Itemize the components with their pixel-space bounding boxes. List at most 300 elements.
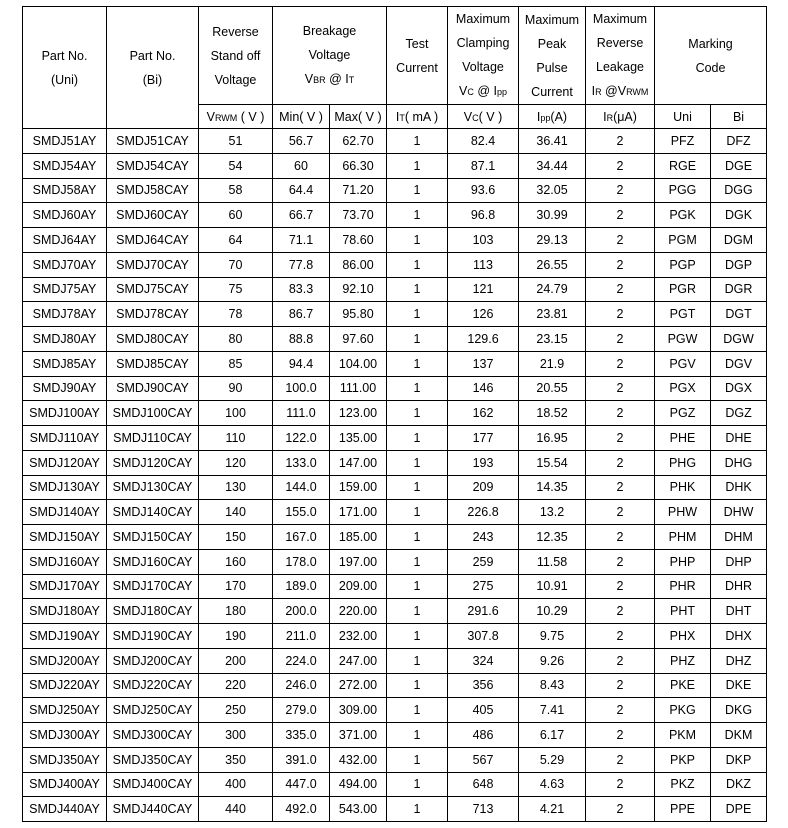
cell-mark-uni: PHT (655, 599, 711, 624)
cell-mark-bi: DKG (711, 698, 767, 723)
cell-mark-bi: DPE (711, 797, 767, 822)
cell-vbr-min: 64.4 (273, 178, 330, 203)
cell-vbr-max: 232.00 (330, 624, 387, 649)
table-row (23, 450, 767, 475)
cell-vc: 146 (448, 376, 519, 401)
cell-ipp: 26.55 (519, 252, 586, 277)
cell-part-bi: SMDJ160CAY (107, 549, 199, 574)
cell-it: 1 (387, 450, 448, 475)
cell-vc: 307.8 (448, 624, 519, 649)
cell-part-uni: SMDJ58AY (23, 178, 107, 203)
cell-ir: 2 (586, 450, 655, 475)
header-test-current: Test Current (387, 7, 448, 105)
cell-vrwm: 180 (199, 599, 273, 624)
cell-vc: 137 (448, 351, 519, 376)
table-row (23, 747, 767, 772)
cell-vbr-max: 494.00 (330, 772, 387, 797)
cell-vc: 96.8 (448, 203, 519, 228)
cell-it: 1 (387, 129, 448, 154)
cell-part-bi: SMDJ300CAY (107, 723, 199, 748)
cell-it: 1 (387, 277, 448, 302)
cell-ir: 2 (586, 252, 655, 277)
cell-vbr-max: 185.00 (330, 525, 387, 550)
unit-it: IT( mA ) (387, 105, 448, 129)
table-row (23, 426, 767, 451)
cell-vrwm: 58 (199, 178, 273, 203)
cell-mark-bi: DHM (711, 525, 767, 550)
cell-part-uni: SMDJ440AY (23, 797, 107, 822)
cell-ipp: 5.29 (519, 747, 586, 772)
table-row (23, 178, 767, 203)
table-row (23, 302, 767, 327)
cell-it: 1 (387, 648, 448, 673)
table-row (23, 475, 767, 500)
cell-vc: 129.6 (448, 327, 519, 352)
table-row (23, 698, 767, 723)
table-row (23, 673, 767, 698)
cell-ipp: 8.43 (519, 673, 586, 698)
cell-mark-uni: PPE (655, 797, 711, 822)
cell-it: 1 (387, 252, 448, 277)
cell-vrwm: 160 (199, 549, 273, 574)
cell-vc: 259 (448, 549, 519, 574)
cell-it: 1 (387, 178, 448, 203)
cell-part-uni: SMDJ400AY (23, 772, 107, 797)
cell-mark-bi: DHK (711, 475, 767, 500)
table-row (23, 648, 767, 673)
cell-ipp: 20.55 (519, 376, 586, 401)
cell-vrwm: 120 (199, 450, 273, 475)
cell-vc: 648 (448, 772, 519, 797)
cell-mark-bi: DKP (711, 747, 767, 772)
cell-vbr-max: 543.00 (330, 797, 387, 822)
cell-part-uni: SMDJ200AY (23, 648, 107, 673)
cell-vc: 193 (448, 450, 519, 475)
cell-part-uni: SMDJ60AY (23, 203, 107, 228)
cell-mark-bi: DHG (711, 450, 767, 475)
cell-it: 1 (387, 599, 448, 624)
cell-mark-uni: PHZ (655, 648, 711, 673)
cell-mark-bi: DHW (711, 500, 767, 525)
cell-mark-bi: DHZ (711, 648, 767, 673)
cell-vbr-min: 224.0 (273, 648, 330, 673)
cell-part-bi: SMDJ64CAY (107, 228, 199, 253)
cell-ir: 2 (586, 574, 655, 599)
cell-mark-uni: PHM (655, 525, 711, 550)
cell-vrwm: 400 (199, 772, 273, 797)
cell-ipp: 9.26 (519, 648, 586, 673)
cell-part-uni: SMDJ300AY (23, 723, 107, 748)
cell-vrwm: 150 (199, 525, 273, 550)
cell-vrwm: 200 (199, 648, 273, 673)
cell-ipp: 32.05 (519, 178, 586, 203)
cell-ipp: 6.17 (519, 723, 586, 748)
cell-vc: 103 (448, 228, 519, 253)
cell-part-bi: SMDJ70CAY (107, 252, 199, 277)
cell-vbr-max: 147.00 (330, 450, 387, 475)
cell-mark-uni: PKZ (655, 772, 711, 797)
cell-mark-bi: DGK (711, 203, 767, 228)
table-row (23, 723, 767, 748)
cell-ir: 2 (586, 797, 655, 822)
cell-vrwm: 190 (199, 624, 273, 649)
cell-vbr-max: 95.80 (330, 302, 387, 327)
unit-ir: IR(μA) (586, 105, 655, 129)
cell-vbr-min: 83.3 (273, 277, 330, 302)
cell-ipp: 24.79 (519, 277, 586, 302)
cell-part-uni: SMDJ64AY (23, 228, 107, 253)
cell-vbr-max: 159.00 (330, 475, 387, 500)
cell-ipp: 13.2 (519, 500, 586, 525)
cell-mark-bi: DFZ (711, 129, 767, 154)
table-row (23, 327, 767, 352)
cell-mark-uni: PGM (655, 228, 711, 253)
cell-vbr-max: 171.00 (330, 500, 387, 525)
cell-vrwm: 70 (199, 252, 273, 277)
cell-part-bi: SMDJ400CAY (107, 772, 199, 797)
cell-it: 1 (387, 376, 448, 401)
cell-ir: 2 (586, 178, 655, 203)
cell-it: 1 (387, 723, 448, 748)
cell-vbr-max: 73.70 (330, 203, 387, 228)
cell-ipp: 30.99 (519, 203, 586, 228)
cell-it: 1 (387, 624, 448, 649)
cell-mark-uni: PGV (655, 351, 711, 376)
cell-it: 1 (387, 401, 448, 426)
unit-vc: VC( V ) (448, 105, 519, 129)
table-row (23, 129, 767, 154)
cell-vrwm: 250 (199, 698, 273, 723)
cell-part-uni: SMDJ220AY (23, 673, 107, 698)
cell-mark-uni: PGK (655, 203, 711, 228)
cell-it: 1 (387, 772, 448, 797)
header-part-no-uni: Part No. (Uni) (23, 7, 107, 129)
cell-mark-uni: PKP (655, 747, 711, 772)
cell-mark-bi: DGR (711, 277, 767, 302)
cell-part-uni: SMDJ170AY (23, 574, 107, 599)
cell-ir: 2 (586, 549, 655, 574)
cell-it: 1 (387, 426, 448, 451)
cell-vbr-max: 247.00 (330, 648, 387, 673)
cell-it: 1 (387, 698, 448, 723)
cell-ir: 2 (586, 475, 655, 500)
cell-mark-uni: PKG (655, 698, 711, 723)
cell-mark-bi: DGW (711, 327, 767, 352)
table-row (23, 797, 767, 822)
cell-part-bi: SMDJ220CAY (107, 673, 199, 698)
cell-it: 1 (387, 351, 448, 376)
table-body (23, 129, 767, 822)
cell-ir: 2 (586, 426, 655, 451)
cell-ipp: 12.35 (519, 525, 586, 550)
cell-ir: 2 (586, 525, 655, 550)
unit-max: Max( V ) (330, 105, 387, 129)
cell-vc: 82.4 (448, 129, 519, 154)
cell-vbr-min: 100.0 (273, 376, 330, 401)
cell-vbr-max: 432.00 (330, 747, 387, 772)
cell-ir: 2 (586, 129, 655, 154)
cell-vrwm: 85 (199, 351, 273, 376)
table-row (23, 624, 767, 649)
cell-ir: 2 (586, 153, 655, 178)
cell-part-bi: SMDJ75CAY (107, 277, 199, 302)
cell-ipp: 10.91 (519, 574, 586, 599)
table-row (23, 252, 767, 277)
cell-vc: 113 (448, 252, 519, 277)
cell-ir: 2 (586, 376, 655, 401)
cell-ir: 2 (586, 648, 655, 673)
cell-mark-bi: DGG (711, 178, 767, 203)
cell-part-uni: SMDJ100AY (23, 401, 107, 426)
cell-vbr-max: 71.20 (330, 178, 387, 203)
cell-ipp: 14.35 (519, 475, 586, 500)
cell-part-uni: SMDJ350AY (23, 747, 107, 772)
cell-vbr-min: 189.0 (273, 574, 330, 599)
cell-mark-bi: DGZ (711, 401, 767, 426)
cell-vbr-min: 211.0 (273, 624, 330, 649)
cell-part-uni: SMDJ54AY (23, 153, 107, 178)
cell-mark-bi: DHX (711, 624, 767, 649)
cell-ipp: 23.15 (519, 327, 586, 352)
cell-ipp: 4.21 (519, 797, 586, 822)
cell-vbr-max: 78.60 (330, 228, 387, 253)
cell-vc: 243 (448, 525, 519, 550)
cell-part-bi: SMDJ78CAY (107, 302, 199, 327)
cell-ipp: 18.52 (519, 401, 586, 426)
cell-part-bi: SMDJ54CAY (107, 153, 199, 178)
cell-vbr-max: 66.30 (330, 153, 387, 178)
cell-ir: 2 (586, 500, 655, 525)
cell-ipp: 9.75 (519, 624, 586, 649)
cell-mark-bi: DHE (711, 426, 767, 451)
cell-mark-uni: PKM (655, 723, 711, 748)
cell-mark-uni: PKE (655, 673, 711, 698)
cell-part-bi: SMDJ350CAY (107, 747, 199, 772)
specification-table (22, 6, 767, 822)
cell-mark-bi: DGP (711, 252, 767, 277)
cell-part-bi: SMDJ190CAY (107, 624, 199, 649)
cell-mark-uni: PHG (655, 450, 711, 475)
cell-part-bi: SMDJ130CAY (107, 475, 199, 500)
cell-part-uni: SMDJ160AY (23, 549, 107, 574)
cell-part-bi: SMDJ200CAY (107, 648, 199, 673)
cell-part-bi: SMDJ140CAY (107, 500, 199, 525)
cell-ir: 2 (586, 723, 655, 748)
cell-mark-bi: DKE (711, 673, 767, 698)
cell-mark-uni: PHE (655, 426, 711, 451)
header-breakage-voltage: Breakage Voltage VBR @ IT (273, 7, 387, 105)
cell-ipp: 23.81 (519, 302, 586, 327)
cell-ipp: 11.58 (519, 549, 586, 574)
unit-bi: Bi (711, 105, 767, 129)
cell-vbr-min: 279.0 (273, 698, 330, 723)
cell-vbr-min: 155.0 (273, 500, 330, 525)
cell-mark-bi: DKM (711, 723, 767, 748)
cell-vc: 291.6 (448, 599, 519, 624)
table-row (23, 277, 767, 302)
cell-vbr-min: 111.0 (273, 401, 330, 426)
header-part-no-bi: Part No. (Bi) (107, 7, 199, 129)
cell-mark-bi: DHR (711, 574, 767, 599)
cell-vbr-max: 111.00 (330, 376, 387, 401)
cell-ipp: 21.9 (519, 351, 586, 376)
cell-part-bi: SMDJ60CAY (107, 203, 199, 228)
cell-part-uni: SMDJ140AY (23, 500, 107, 525)
cell-ipp: 16.95 (519, 426, 586, 451)
cell-ir: 2 (586, 747, 655, 772)
cell-vc: 87.1 (448, 153, 519, 178)
cell-mark-uni: PGZ (655, 401, 711, 426)
cell-ir: 2 (586, 277, 655, 302)
unit-vrwm: VRWM ( V ) (199, 105, 273, 129)
cell-ir: 2 (586, 401, 655, 426)
cell-part-uni: SMDJ110AY (23, 426, 107, 451)
cell-it: 1 (387, 475, 448, 500)
cell-it: 1 (387, 574, 448, 599)
cell-vrwm: 440 (199, 797, 273, 822)
cell-vbr-min: 56.7 (273, 129, 330, 154)
cell-it: 1 (387, 673, 448, 698)
header-max-peak-pulse-current: Maximum Peak Pulse Current (519, 7, 586, 105)
cell-vrwm: 100 (199, 401, 273, 426)
cell-ipp: 7.41 (519, 698, 586, 723)
cell-it: 1 (387, 327, 448, 352)
cell-vrwm: 75 (199, 277, 273, 302)
cell-mark-uni: PGG (655, 178, 711, 203)
cell-vbr-min: 167.0 (273, 525, 330, 550)
cell-mark-uni: PGX (655, 376, 711, 401)
table-row (23, 599, 767, 624)
cell-mark-bi: DGV (711, 351, 767, 376)
cell-part-uni: SMDJ78AY (23, 302, 107, 327)
cell-vbr-min: 86.7 (273, 302, 330, 327)
cell-vc: 405 (448, 698, 519, 723)
cell-mark-bi: DKZ (711, 772, 767, 797)
cell-vc: 126 (448, 302, 519, 327)
cell-mark-bi: DGT (711, 302, 767, 327)
cell-part-uni: SMDJ70AY (23, 252, 107, 277)
cell-part-bi: SMDJ170CAY (107, 574, 199, 599)
cell-mark-uni: RGE (655, 153, 711, 178)
cell-vc: 93.6 (448, 178, 519, 203)
unit-uni: Uni (655, 105, 711, 129)
cell-it: 1 (387, 525, 448, 550)
cell-part-uni: SMDJ90AY (23, 376, 107, 401)
cell-vrwm: 64 (199, 228, 273, 253)
cell-mark-uni: PGR (655, 277, 711, 302)
cell-ipp: 36.41 (519, 129, 586, 154)
cell-part-bi: SMDJ58CAY (107, 178, 199, 203)
cell-ipp: 10.29 (519, 599, 586, 624)
cell-vbr-max: 135.00 (330, 426, 387, 451)
cell-vrwm: 300 (199, 723, 273, 748)
cell-ir: 2 (586, 772, 655, 797)
cell-part-uni: SMDJ85AY (23, 351, 107, 376)
cell-mark-uni: PHR (655, 574, 711, 599)
cell-vbr-min: 88.8 (273, 327, 330, 352)
cell-part-uni: SMDJ51AY (23, 129, 107, 154)
cell-ir: 2 (586, 624, 655, 649)
cell-mark-bi: DHT (711, 599, 767, 624)
cell-vbr-max: 220.00 (330, 599, 387, 624)
cell-vbr-min: 200.0 (273, 599, 330, 624)
cell-part-bi: SMDJ85CAY (107, 351, 199, 376)
cell-vrwm: 78 (199, 302, 273, 327)
cell-vrwm: 130 (199, 475, 273, 500)
cell-vbr-min: 178.0 (273, 549, 330, 574)
cell-vbr-max: 123.00 (330, 401, 387, 426)
cell-ir: 2 (586, 302, 655, 327)
table-row (23, 376, 767, 401)
cell-vbr-max: 197.00 (330, 549, 387, 574)
table-row (23, 228, 767, 253)
cell-part-bi: SMDJ120CAY (107, 450, 199, 475)
cell-part-bi: SMDJ440CAY (107, 797, 199, 822)
cell-vc: 486 (448, 723, 519, 748)
cell-vbr-min: 144.0 (273, 475, 330, 500)
header-max-clamping-voltage: Maximum Clamping Voltage VC @ Ipp (448, 7, 519, 105)
cell-vc: 177 (448, 426, 519, 451)
cell-mark-uni: PGT (655, 302, 711, 327)
cell-part-uni: SMDJ75AY (23, 277, 107, 302)
cell-part-bi: SMDJ51CAY (107, 129, 199, 154)
cell-vrwm: 220 (199, 673, 273, 698)
table-row (23, 401, 767, 426)
cell-part-uni: SMDJ190AY (23, 624, 107, 649)
cell-it: 1 (387, 747, 448, 772)
cell-mark-bi: DGE (711, 153, 767, 178)
cell-it: 1 (387, 302, 448, 327)
table-row (23, 549, 767, 574)
table-header (23, 7, 767, 129)
cell-ir: 2 (586, 599, 655, 624)
cell-mark-uni: PFZ (655, 129, 711, 154)
cell-vbr-min: 133.0 (273, 450, 330, 475)
cell-vc: 567 (448, 747, 519, 772)
cell-mark-bi: DGM (711, 228, 767, 253)
cell-vbr-max: 209.00 (330, 574, 387, 599)
cell-ir: 2 (586, 698, 655, 723)
cell-vbr-min: 71.1 (273, 228, 330, 253)
cell-part-bi: SMDJ90CAY (107, 376, 199, 401)
cell-part-bi: SMDJ80CAY (107, 327, 199, 352)
cell-vrwm: 54 (199, 153, 273, 178)
cell-part-bi: SMDJ250CAY (107, 698, 199, 723)
cell-mark-uni: PGP (655, 252, 711, 277)
cell-ir: 2 (586, 673, 655, 698)
cell-mark-uni: PHP (655, 549, 711, 574)
cell-vbr-max: 92.10 (330, 277, 387, 302)
cell-part-uni: SMDJ80AY (23, 327, 107, 352)
cell-ir: 2 (586, 203, 655, 228)
cell-vc: 713 (448, 797, 519, 822)
cell-ipp: 29.13 (519, 228, 586, 253)
cell-it: 1 (387, 203, 448, 228)
cell-mark-bi: DHP (711, 549, 767, 574)
table-row (23, 351, 767, 376)
cell-vrwm: 51 (199, 129, 273, 154)
cell-vbr-min: 94.4 (273, 351, 330, 376)
header-marking-code: Marking Code (655, 7, 767, 105)
cell-vbr-max: 309.00 (330, 698, 387, 723)
cell-mark-bi: DGX (711, 376, 767, 401)
table-row (23, 574, 767, 599)
cell-vbr-min: 335.0 (273, 723, 330, 748)
cell-part-uni: SMDJ120AY (23, 450, 107, 475)
table-row (23, 153, 767, 178)
cell-part-uni: SMDJ180AY (23, 599, 107, 624)
header-reverse-standoff-voltage: Reverse Stand off Voltage (199, 7, 273, 105)
